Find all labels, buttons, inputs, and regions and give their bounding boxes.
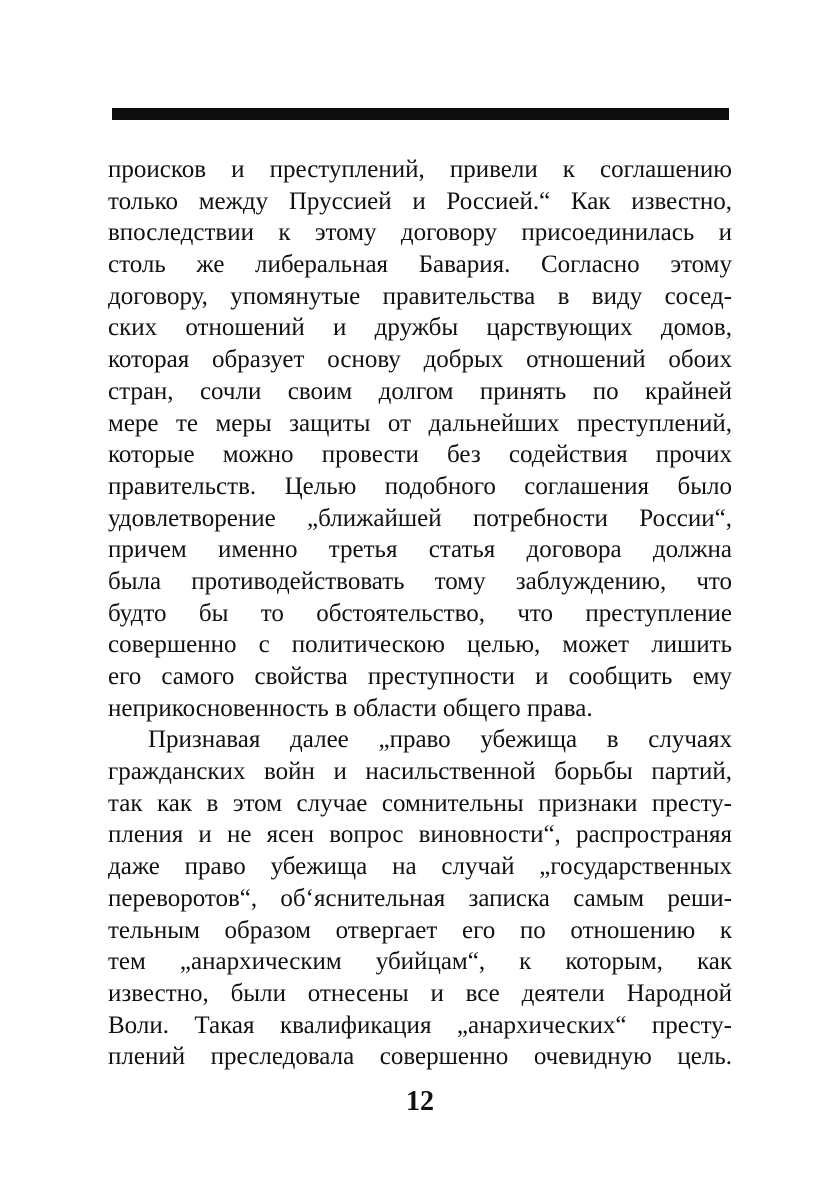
body-text (108, 154, 732, 1073)
text-line: тем „анархическим убийцам“, к которым, как (108, 948, 732, 976)
text-line: будто бы то обстоятельство, что преступление (108, 599, 732, 627)
text-line: его самого свойства преступности и сообщить ему (108, 663, 732, 690)
text-line: которая образует основу добрых отношений обоих (108, 346, 732, 374)
text-line: гражданских войн и насильственной борьбы партий, (108, 758, 732, 786)
text-line: только между Пруссией и Россией.“ Как известно, (108, 187, 732, 215)
text-line: так как в этом случае сомнительны признаки престу- (108, 789, 732, 817)
text-line: причем именно третья статья договора должна (108, 536, 732, 564)
text-line: была противодействовать тому заблуждению, что (108, 567, 732, 595)
text-line: переворотов“, об‘яснительная записка самым реши- (108, 884, 732, 912)
text-line: стран, сочли своим долгом принять по крайней (108, 377, 732, 405)
page-number: 12 (406, 1086, 434, 1117)
text-line: тельным образом отвергает его по отношению к (108, 916, 732, 944)
paragraph-start-line: Признавая далее „право убежища в случаях (148, 726, 732, 754)
text-line: происков и преступлений, привели к соглашению (108, 156, 732, 183)
text-line: пления и не ясен вопрос виновности“, распространяя (108, 821, 732, 849)
text-line: мере те меры защиты от дальнейших преступлений, (108, 409, 732, 437)
text-line: известно, были отнесены и все деятели Народной (108, 979, 732, 1007)
text-line: впоследствии к этому договору присоединилась и (108, 219, 732, 247)
text-line: даже право убежища на случай „государственных (108, 853, 732, 881)
text-line: договору, упомянутые правительства в виду сосед- (108, 282, 732, 310)
text-line: плений преследовала совершенно очевидную цель. (108, 1043, 732, 1071)
text-line: которые можно провести без содействия прочих (108, 441, 732, 469)
text-line: ских отношений и дружбы царствующих домов, (108, 314, 732, 342)
paragraph-end-line: неприкосновенность в области общего права. (108, 694, 593, 722)
text-line: совершенно с политическою целью, может лишить (108, 631, 732, 659)
text-line: Воли. Такая квалификация „анархических“ престу- (108, 1011, 732, 1039)
text-line: правительств. Целью подобного соглашения было (108, 472, 732, 500)
text-line: удовлетворение „ближайшей потребности России“, (108, 504, 732, 532)
text-line: столь же либеральная Бавария. Согласно этому (108, 251, 732, 279)
top-rule (112, 108, 729, 120)
